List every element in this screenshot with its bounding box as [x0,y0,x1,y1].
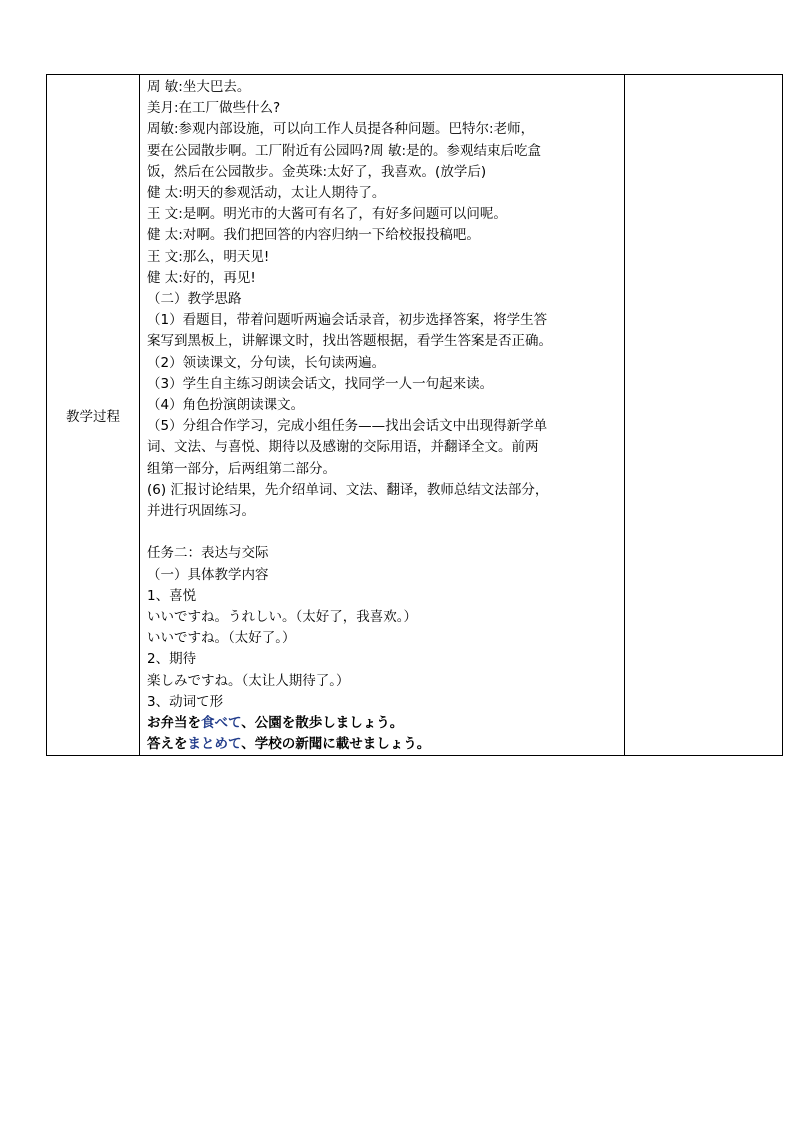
content-line: 美月:在工厂做些什么? [147,100,281,117]
content-line: 王 文:是啊。明光市的大酱可有名了，有好多问题可以问呢。 [147,206,507,223]
content-line: 并进行巩固练习。 [147,503,255,520]
content-line: 健 太:好的，再见! [147,269,256,286]
content-line: （3）学生自主练习朗读会话文，找同学一人一句起来读。 [147,375,494,392]
content-line: 2、期待 [147,651,197,668]
content-line: (6) 汇报讨论结果，先介绍单词、文法、翻译，教师总结文法部分， [147,481,549,498]
example-sentence-2 [147,734,620,755]
example-2-part-a: 答えを [147,736,188,753]
example-2-part-c: 、学校の新聞に載せましょう。 [241,736,431,753]
content-line: （1）看题目，带着问题听两遍会话录音，初步选择答案，将学生答 [147,312,548,329]
content-line: 王 文:那么，明天见! [147,248,270,265]
example-1-verb: 食べて [201,715,242,732]
lesson-plan-table [46,74,783,756]
content-line: 饭，然后在公园散步。金英珠:太好了，我喜欢。(放学后) [147,163,487,180]
content-line: （5）分组合作学习，完成小组任务——找出会话文中出现得新学单 [147,418,548,435]
content-line: 词、文法、与喜悦、期待以及感谢的交际用语，并翻译全文。前两 [147,439,539,456]
example-2-verb: まとめて [187,736,242,753]
content-line: 1、喜悦 [147,587,197,604]
content-line: 周 敏:坐大巴去。 [147,79,251,95]
row-label: 教学过程 [66,409,120,426]
remarks-cell [625,75,783,756]
content-line: 健 太:明天的参观活动，太让人期待了。 [147,185,386,202]
content-line: （一）具体教学内容 [147,566,269,583]
content-line [147,522,620,543]
content-line: いいですね。うれしい。（太好了，我喜欢。） [147,609,417,626]
content-line: 楽しみですね。（太让人期待了。） [147,672,350,689]
row-label-cell [47,75,140,756]
content-line: 任务二：表达与交际 [147,545,269,562]
example-sentence-1 [147,713,620,734]
content-line: 周敏:参观内部设施，可以向工作人员提各种问题。巴特尔:老师， [147,121,535,138]
content-line: 案写到黑板上，讲解课文时，找出答题根据，看学生答案是否正确。 [147,333,552,350]
content-line: （二）教学思路 [147,291,242,308]
content-line: （2）领读课文，分句读，长句读两遍。 [147,354,386,371]
content-lines [147,77,620,713]
teaching-process-row [47,75,783,756]
content-line: （4）角色扮演朗读课文。 [147,397,305,414]
content-line: 要在公园散步啊。工厂附近有公园吗?周 敏:是的。参观结束后吃盒 [147,142,542,159]
content-line: 组第一部分，后两组第二部分。 [147,460,336,477]
example-1-part-a: お弁当を [147,715,201,732]
content-cell [140,75,625,756]
example-1-part-c: 、公園を散歩しましょう。 [241,715,404,732]
content-line: 健 太:对啊。我们把回答的内容归纳一下给校报投稿吧。 [147,227,480,244]
content-line: 3、动词て形 [147,693,224,710]
content-line: いいですね。（太好了。） [147,630,296,647]
